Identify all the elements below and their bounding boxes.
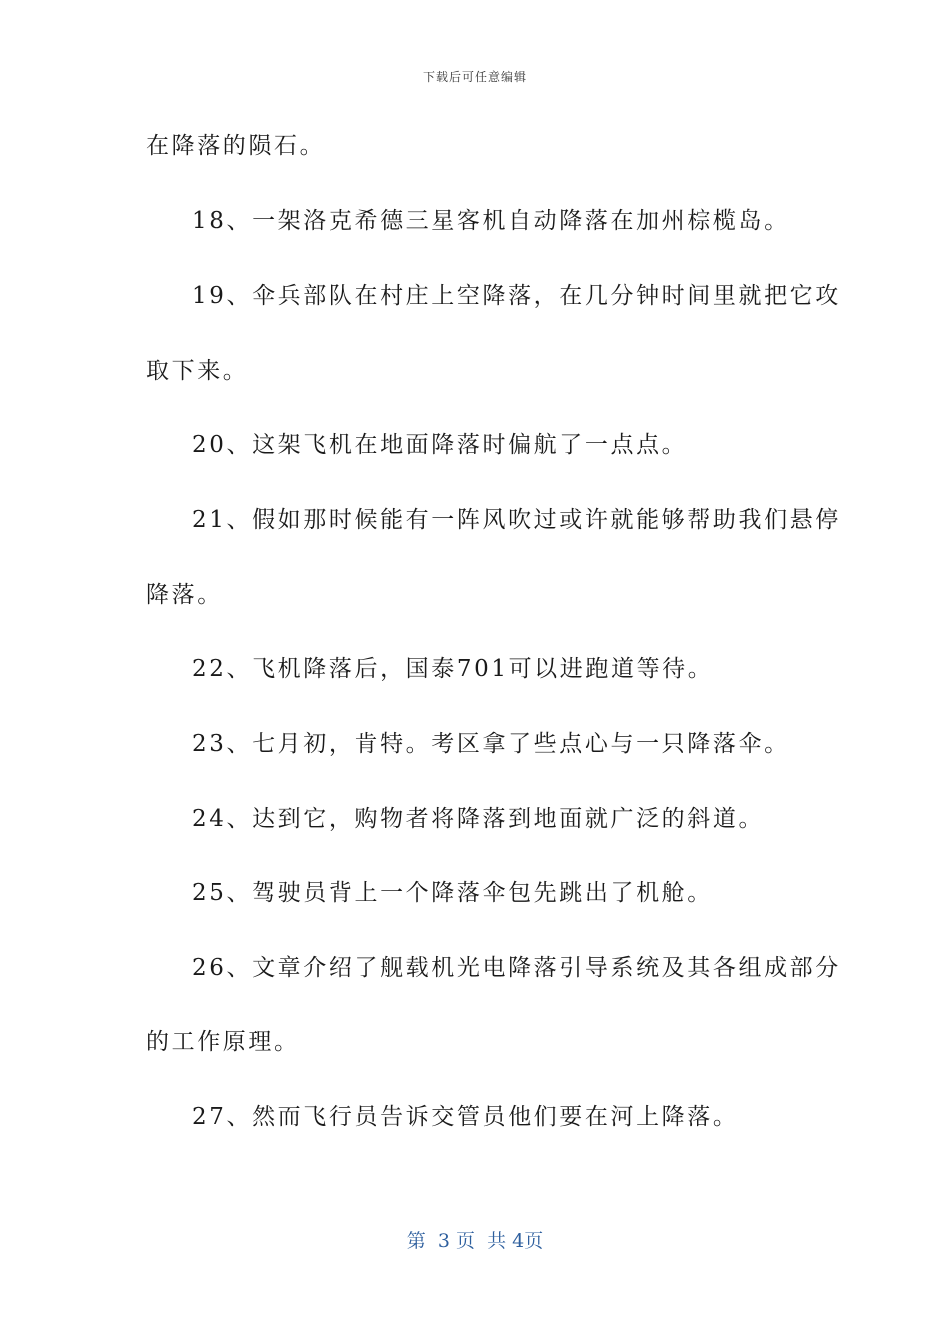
list-item-27: 27、然而飞行员告诉交管员他们要在河上降落。 xyxy=(192,1104,739,1130)
list-item-25: 25、驾驶员背上一个降落伞包先跳出了机舱。 xyxy=(192,880,713,906)
list-item-24: 24、达到它，购物者将降落到地面就广泛的斜道。 xyxy=(192,806,765,832)
text-line: 在降落的陨石。 xyxy=(146,133,326,159)
text-line: 的工作原理。 xyxy=(146,1029,300,1055)
header-note: 下载后可任意编辑 xyxy=(422,70,527,84)
list-item-26: 26、文章介绍了舰载机光电降落引导系统及其各组成部分 xyxy=(192,955,841,981)
page-number-footer: 第 3 页 共 4页 xyxy=(406,1230,544,1252)
text-line: 取下来。 xyxy=(146,358,249,384)
text-line: 降落。 xyxy=(146,582,223,608)
list-item-22: 22、飞机降落后，国泰701可以进跑道等待。 xyxy=(192,656,714,682)
list-item-20: 20、这架飞机在地面降落时偏航了一点点。 xyxy=(192,432,688,458)
list-item-18: 18、一架洛克希德三星客机自动降落在加州棕榄岛。 xyxy=(192,208,790,234)
list-item-23: 23、七月初，肯特。考区拿了些点心与一只降落伞。 xyxy=(192,731,790,757)
list-item-21: 21、假如那时候能有一阵风吹过或许就能够帮助我们悬停 xyxy=(192,507,841,533)
list-item-19: 19、伞兵部队在村庄上空降落，在几分钟时间里就把它攻 xyxy=(192,283,841,309)
